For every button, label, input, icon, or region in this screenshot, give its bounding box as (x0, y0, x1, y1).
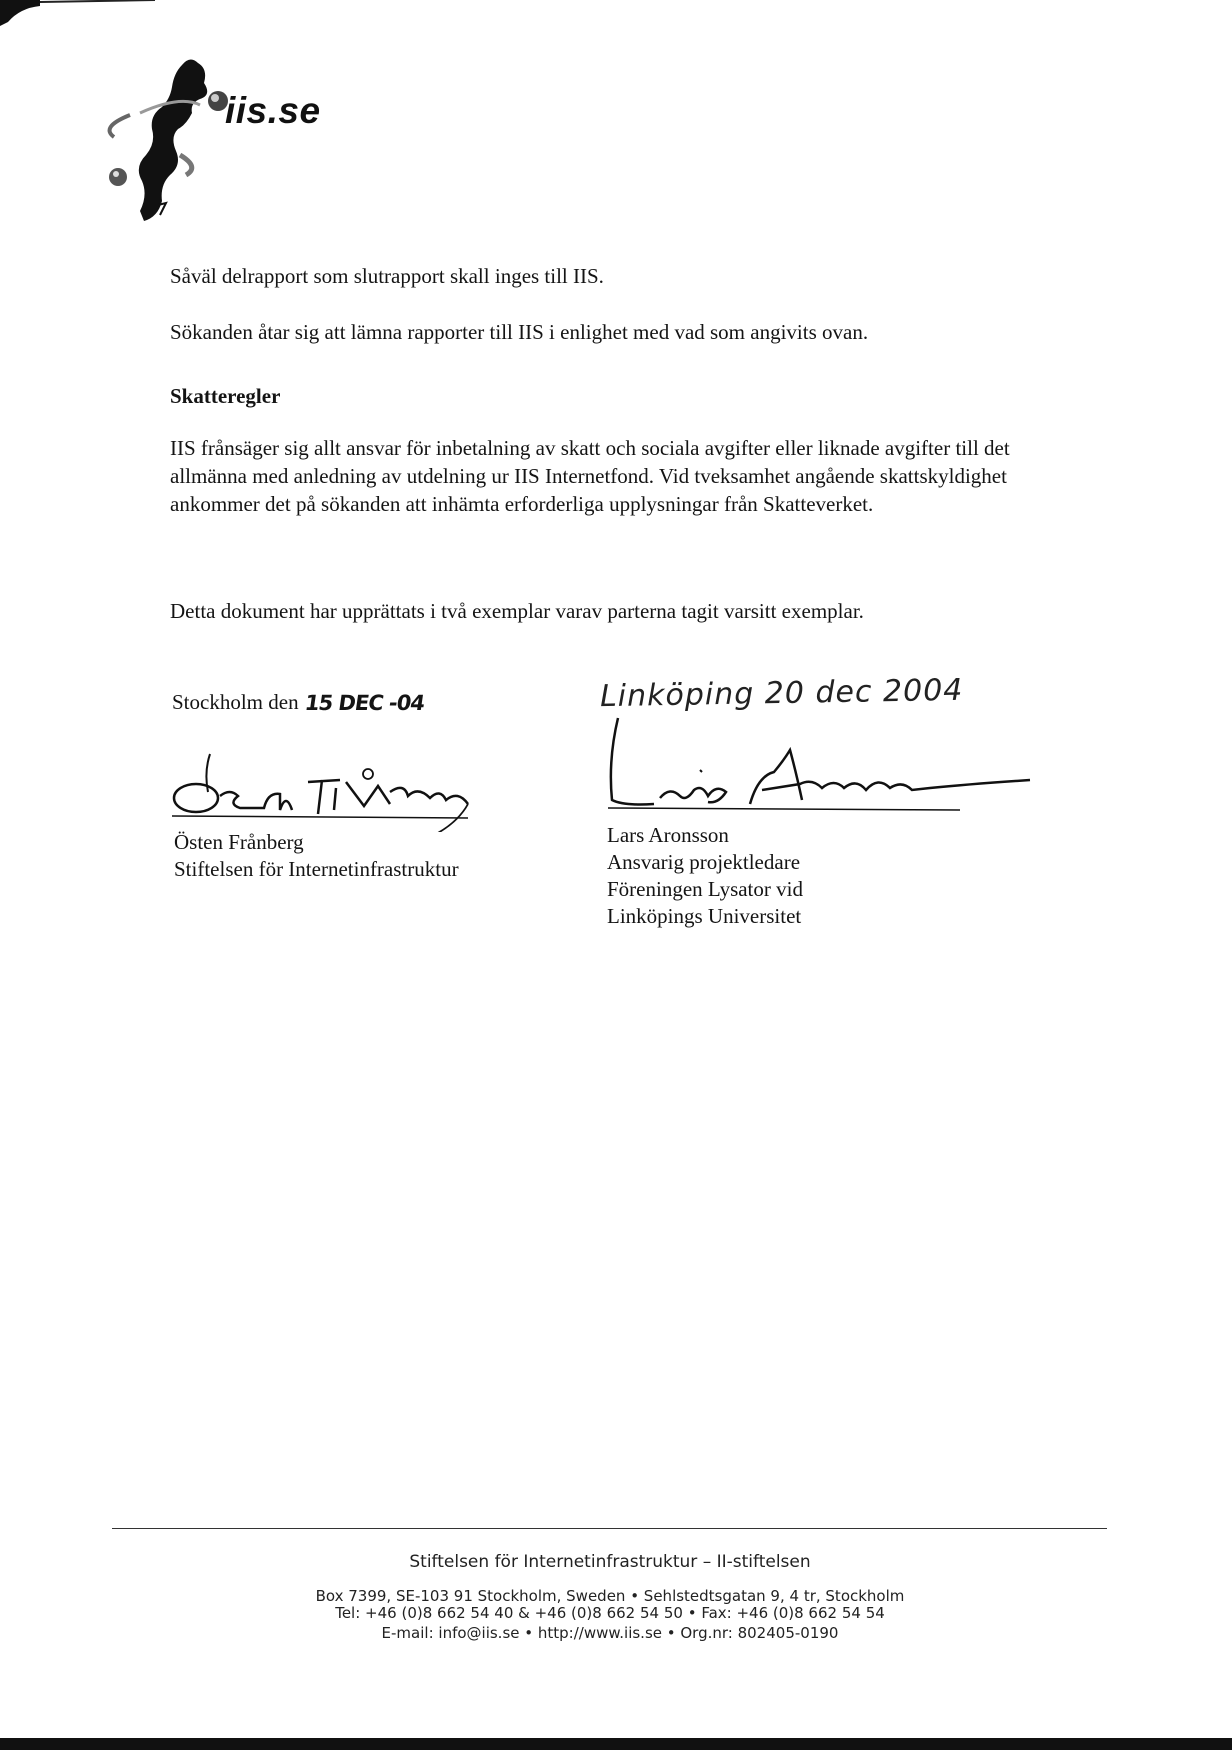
scan-bottom-edge (0, 1738, 1232, 1750)
signer-right-block (607, 822, 803, 930)
section-heading-tax-rules: Skatteregler (170, 384, 281, 408)
scan-edge-mark (0, 0, 160, 50)
signer-role: Ansvarig projektledare (607, 850, 801, 874)
paragraph-tax-rules: IIS frånsäger sig allt ansvar för inbetalning av skatt och sociala avgifter eller liknade avgifter till det allmänna med anledning av utdelning ur IIS Internetfond. Vid tveksamhet angående skattskyldighet ankommer det på sökanden att inhämta erforderliga upplysningar från Skatteverket. (170, 436, 1010, 516)
footer-title: Stiftelsen för Internetinfrastruktur – II-stiftelsen (409, 1552, 811, 1572)
paragraph-applicant-commitment: Sökanden åtar sig att lämna rapporter till IIS i enlighet med vad som angivits ovan. (170, 320, 869, 344)
signer-organization-line1: Föreningen Lysator vid (607, 877, 803, 901)
footer-contact: E-mail: info@iis.se • http://www.iis.se • Org.nr: 802405-0190 (381, 1624, 839, 1642)
iis-logo-icon (100, 55, 360, 245)
signer-organization: Stiftelsen för Internetinfrastruktur (174, 857, 459, 881)
footer-address: Box 7399, SE-103 91 Stockholm, Sweden • Sehlstedtsgatan 9, 4 tr, Stockholm (315, 1587, 905, 1605)
signer-organization-line2: Linköpings Universitet (607, 904, 802, 928)
signature-osten-franberg (168, 752, 508, 832)
signer-name: Östen Frånberg (174, 830, 304, 854)
paragraph-copies: Detta dokument har upprättats i två exemplar varav parterna tagit varsitt exemplar. (170, 599, 864, 623)
signer-name: Lars Aronsson (607, 823, 729, 847)
footer-divider (112, 1528, 1107, 1529)
place-date-left (172, 690, 424, 715)
signer-left-block (174, 829, 459, 883)
paragraph-reports: Såväl delrapport som slutrapport skall inges till IIS. (170, 264, 604, 288)
footer-phone: Tel: +46 (0)8 662 54 40 & +46 (0)8 662 54 50 • Fax: +46 (0)8 662 54 54 (335, 1604, 885, 1622)
place-label: Stockholm den (172, 690, 299, 714)
handwritten-place-date: Linköping 20 dec 2004 (599, 672, 964, 715)
handwritten-date: 15 DEC -04 (302, 690, 426, 715)
signature-lars-aronsson (590, 680, 1040, 830)
logo-text: iis.se (225, 90, 321, 131)
